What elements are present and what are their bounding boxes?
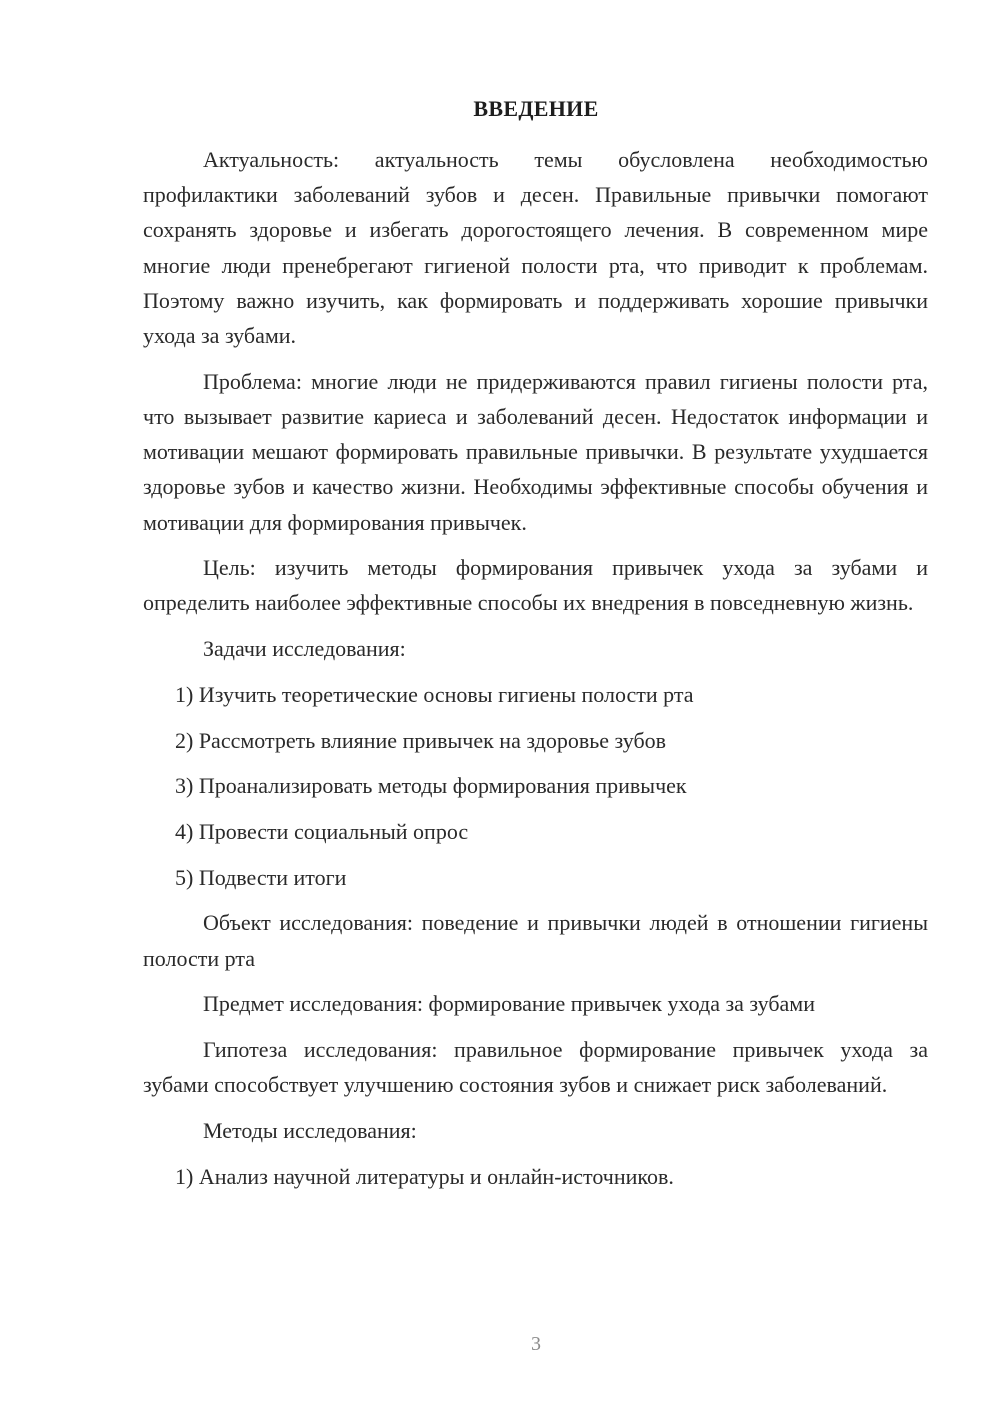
task-item-3: 3) Проанализировать методы формирования привычек xyxy=(175,773,687,799)
object-paragraph: Объект исследования: поведение и привычки людей в отношении гигиены полости рта xyxy=(143,910,928,971)
task-item-4: 4) Провести социальный опрос xyxy=(175,818,469,844)
methods-heading: Методы исследования: xyxy=(203,1117,417,1143)
section-title: ВВЕДЕНИЕ xyxy=(473,96,599,121)
task-item-5: 5) Подвести итоги xyxy=(175,864,347,890)
tasks-list xyxy=(143,677,928,895)
tasks-heading: Задачи исследования: xyxy=(203,636,406,662)
methods-list xyxy=(143,1159,928,1194)
method-item-1: 1) Анализ научной литературы и онлайн-источников. xyxy=(175,1163,674,1189)
hypothesis-paragraph: Гипотеза исследования: правильное формирование привычек ухода за зубами способствует улучшению состояния зубов и снижает риск заболеваний. xyxy=(143,1036,928,1098)
relevance-paragraph: Актуальность: актуальность темы обусловлена необходимостью профилактики заболеваний зубов и десен. Правильные привычки помогают сохранять здоровье и избегать дорогостоящего лечения. В современном мире многие люди пренебрегают гигиеной полости рта, что приводит к проблемам. Поэтому важно изучить, как формировать и поддерживать хорошие привычки ухода за зубами. xyxy=(143,147,928,349)
goal-paragraph: Цель: изучить методы формирования привычек ухода за зубами и определить наиболее эффективные способы их внедрения в повседневную жизнь. xyxy=(143,555,928,616)
subject-paragraph: Предмет исследования: формирование привычек ухода за зубами xyxy=(203,991,816,1017)
task-item-2: 2) Рассмотреть влияние привычек на здоровье зубов xyxy=(175,727,667,753)
problem-paragraph: Проблема: многие люди не придерживаются правил гигиены полости рта, что вызывает развитие кариеса и заболеваний десен. Недостаток информации и мотивации мешают формировать правильные привычки. В результате ухудшается здоровье зубов и качество жизни. Необходимы эффективные способы обучения и мотивации для формирования привычек. xyxy=(143,368,928,535)
document-body xyxy=(143,142,928,1194)
task-item-1: 1) Изучить теоретические основы гигиены полости рта xyxy=(175,681,694,707)
page-number: 3 xyxy=(531,1333,541,1355)
